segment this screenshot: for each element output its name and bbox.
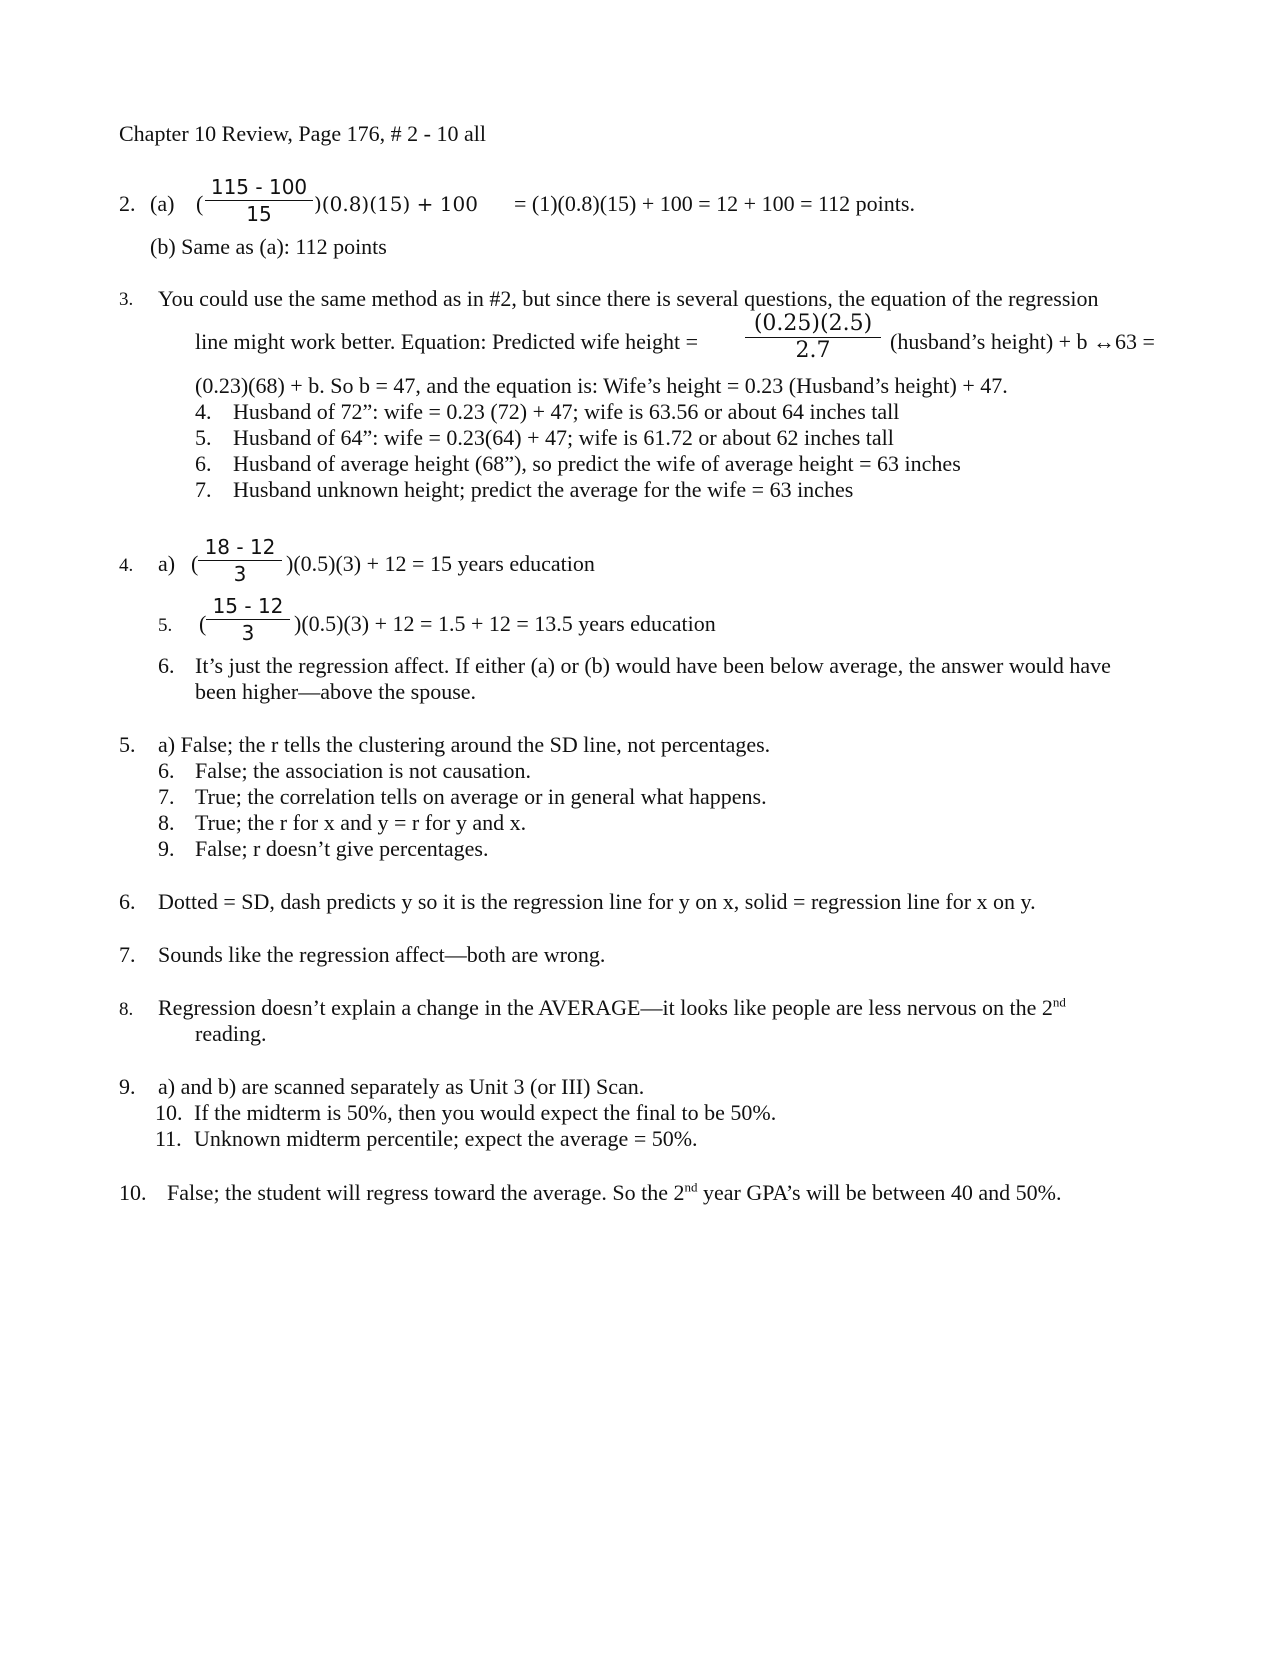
p2-fraction-denominator: 15	[246, 202, 272, 226]
p4-c-line2: been higher—above the spouse.	[195, 679, 477, 704]
p3-fraction-denominator: 2.7	[795, 338, 831, 363]
p3-line2-post: (husband’s height) + b ↔63 =	[890, 329, 1155, 354]
p5-item-text: True; the correlation tells on average or in general what happens.	[195, 784, 767, 809]
p3-item-number: 7.	[195, 477, 212, 502]
p5-item-text: True; the r for x and y = r for y and x.	[195, 810, 527, 835]
page-title: Chapter 10 Review, Page 176, # 2 - 10 all	[119, 121, 486, 146]
p3-item-text: Husband of 72”: wife = 0.23 (72) + 47; wife is 63.56 or about 64 inches tall	[233, 399, 900, 424]
p7-text: Sounds like the regression affect—both are wrong.	[158, 942, 606, 967]
p4-number: 4.	[119, 555, 134, 576]
p4-b-fraction	[206, 594, 290, 645]
p2-number: 2.	[119, 191, 136, 216]
p4-label-a: a)	[158, 551, 176, 576]
p4-b-open-paren: (	[199, 611, 207, 636]
p4-b-fraction-numerator: 15 - 12	[212, 594, 284, 618]
p4-a-fraction-numerator: 18 - 12	[204, 535, 276, 559]
p9-item-text: If the midterm is 50%, then you would expect the final to be 50%.	[194, 1100, 777, 1125]
p4-a-fraction-denominator: 3	[233, 562, 247, 586]
p5-number: 5.	[119, 732, 136, 757]
p2-part-b: (b) Same as (a): 112 points	[150, 234, 387, 259]
p9-number: 9.	[119, 1074, 136, 1099]
p4-c-number: 6.	[158, 653, 175, 678]
p3-item-text: Husband unknown height; predict the average for the wife = 63 inches	[233, 477, 854, 502]
p8-number: 8.	[119, 999, 134, 1020]
p5-item-number: 8.	[158, 810, 175, 835]
p8-text-line	[158, 995, 1066, 1021]
p2-fraction	[205, 175, 313, 226]
p5-item-text: False; the association is not causation.	[195, 758, 532, 783]
p10-superscript: nd	[684, 1179, 698, 1195]
p5-item-number: 6.	[158, 758, 175, 783]
p7-number: 7.	[119, 942, 136, 967]
p6-number: 6.	[119, 889, 136, 914]
p5-item-number: 9.	[158, 836, 175, 861]
p10-text-line	[167, 1180, 1061, 1206]
p10-text-pre: False; the student will regress toward the average. So the 2	[167, 1180, 685, 1205]
p3-item-number: 4.	[195, 399, 212, 424]
p4-a-fraction	[198, 535, 282, 586]
p2-label-a: (a)	[150, 191, 175, 216]
p8-superscript: nd	[1052, 994, 1066, 1010]
p8-line2: reading.	[195, 1021, 267, 1046]
p9-item-text: Unknown midterm percentile; expect the average = 50%.	[194, 1126, 698, 1151]
p3-item-text: Husband of 64”: wife = 0.23(64) + 47; wife is 61.72 or about 62 inches tall	[233, 425, 894, 450]
p4-c-line1: It’s just the regression affect. If either (a) or (b) would have been below average, the answer would have	[195, 653, 1111, 678]
p9-first: a) and b) are scanned separately as Unit 3 (or III) Scan.	[158, 1074, 645, 1099]
p2-open-paren: (	[196, 191, 204, 216]
p10-text-post: year GPA’s will be between 40 and 50%.	[697, 1180, 1062, 1205]
p2-result: = (1)(0.8)(15) + 100 = 12 + 100 = 112 points.	[514, 191, 915, 216]
p9-item-number: 10.	[155, 1100, 183, 1125]
p2-math-tail: )(0.8)(15) + 100	[314, 192, 478, 216]
p3-item-number: 6.	[195, 451, 212, 476]
p10-number: 10.	[119, 1180, 147, 1205]
p3-item-text: Husband of average height (68”), so predict the wife of average height = 63 inches	[233, 451, 961, 476]
p4-a-open-paren: (	[191, 551, 199, 576]
p3-fraction	[745, 312, 881, 363]
p5-item-number: 7.	[158, 784, 175, 809]
p2-fraction-numerator: 115 - 100	[210, 175, 308, 199]
p4-b-result: )(0.5)(3) + 12 = 1.5 + 12 = 13.5 years education	[294, 611, 716, 636]
p3-fraction-numerator: (0.25)(2.5)	[753, 311, 873, 336]
p3-number: 3.	[119, 289, 134, 310]
p9-item-number: 11.	[155, 1126, 182, 1151]
p4-a-result: )(0.5)(3) + 12 = 15 years education	[286, 551, 595, 576]
p3-item-number: 5.	[195, 425, 212, 450]
p8-text: Regression doesn’t explain a change in the AVERAGE—it looks like people are less nervous on the 2	[158, 995, 1053, 1020]
p3-line1: You could use the same method as in #2, but since there is several questions, the equation of the regression	[158, 286, 1099, 311]
p4-b-fraction-denominator: 3	[241, 621, 255, 645]
p5-item-text: False; r doesn’t give percentages.	[195, 836, 489, 861]
p3-line3: (0.23)(68) + b. So b = 47, and the equation is: Wife’s height = 0.23 (Husband’s height) + 47.	[195, 373, 1008, 398]
p4-b-number: 5.	[158, 615, 173, 636]
p3-line2-pre: line might work better. Equation: Predicted wife height =	[195, 329, 699, 354]
p6-text: Dotted = SD, dash predicts y so it is the regression line for y on x, solid = regression line for x on y.	[158, 889, 1036, 914]
p5-first: a) False; the r tells the clustering around the SD line, not percentages.	[158, 732, 771, 757]
